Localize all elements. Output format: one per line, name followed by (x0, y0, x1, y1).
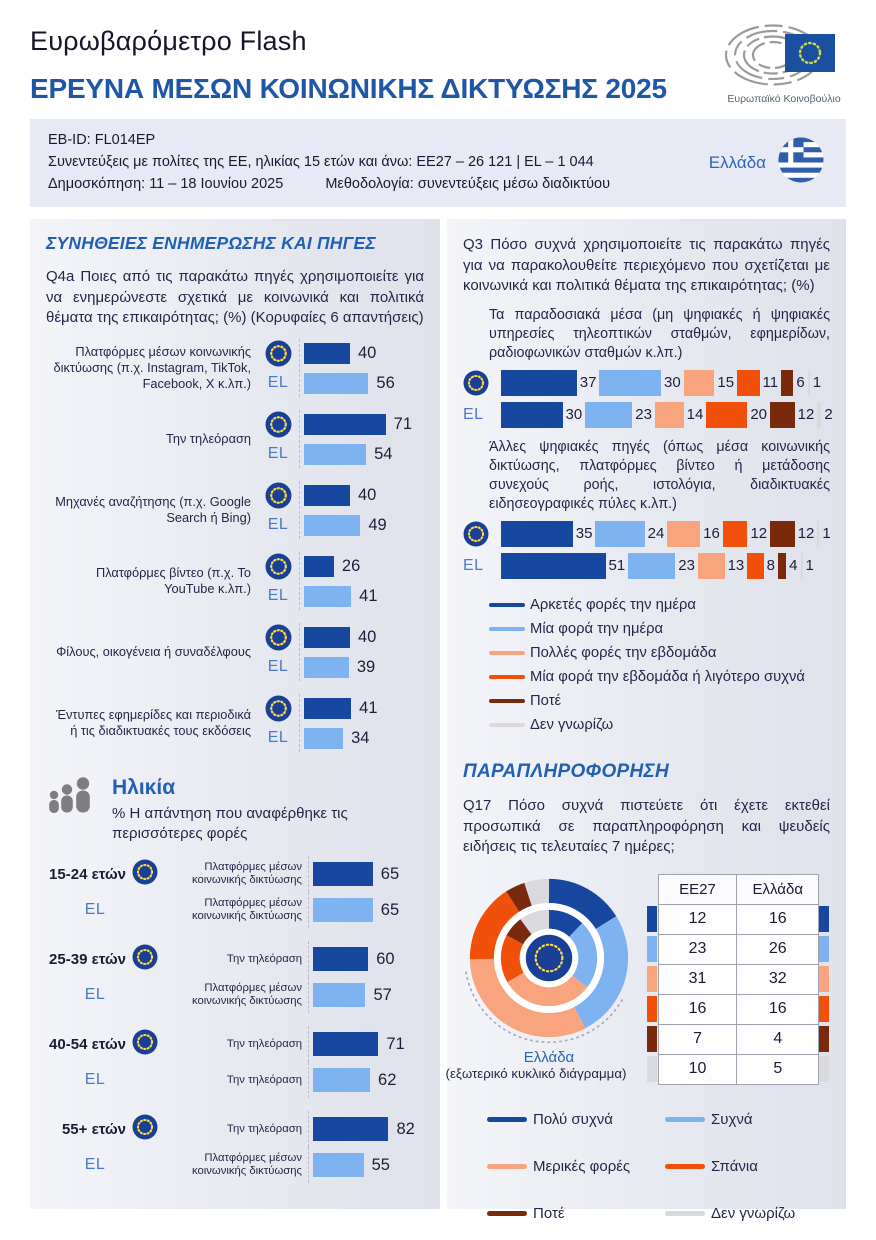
table-row (647, 1054, 830, 1084)
stack-segment (501, 553, 606, 579)
q4a-row-label: Πλατφόρμες βίντεο (π.χ. Το YouTube κ.λπ.) (95, 565, 251, 597)
q3-digital-stacked-chart (463, 520, 830, 579)
q4a-row (46, 408, 424, 470)
legend-color-swatch (487, 1117, 527, 1122)
age-section-subtitle: % Η απάντηση που αναφέρθηκε τις περισσότερες φορές (112, 805, 348, 842)
age-el-answer: Πλατφόρμες μέσων κοινωνικής δικτύωσης (191, 897, 302, 923)
row-color-chip-left (647, 936, 657, 962)
stack-value: 8 (766, 557, 775, 575)
eu-icon (132, 1029, 158, 1060)
legend-label: Πολλές φορές την εβδομάδα (530, 645, 717, 662)
age-eu-value: 65 (380, 864, 400, 883)
q17-chart-block (445, 872, 830, 1085)
eu-bar (304, 556, 334, 577)
donut-caption-note: (εξωτερικό κυκλικό διάγραμμα) (445, 1065, 627, 1081)
eu-value: 40 (358, 343, 377, 362)
age-el-bar (313, 1153, 364, 1177)
row-color-chip-left (647, 966, 657, 992)
el-label: EL (267, 516, 289, 534)
traditional-eu-row (463, 369, 830, 396)
table-row (647, 994, 830, 1024)
stack-value: 15 (717, 374, 735, 392)
el-label: EL (267, 729, 289, 747)
age-el-answer: Πλατφόρμες μέσων κοινωνικής δικτύωσης (191, 1152, 302, 1178)
section-title-disinformation: ΠΑΡΑΠΛΗΡΟΦΟΡΗΣΗ (463, 761, 670, 783)
eu-flag-emblem-icon (463, 521, 489, 547)
eu-cell: 10 (658, 1054, 737, 1084)
stack-segment (737, 370, 760, 396)
stack-value: 35 (575, 525, 593, 543)
q3-traditional-stacked-chart (463, 369, 833, 428)
q4a-row (46, 550, 424, 612)
eu-icon (132, 944, 158, 975)
row-color-chip-left (647, 1026, 657, 1052)
stack-segment (778, 553, 786, 579)
stack-segment (628, 553, 675, 579)
q4a-eu-bar-line (257, 339, 424, 367)
age-group-row (46, 856, 424, 928)
legend-label: Σπάνια (711, 1157, 758, 1175)
row-color-chip-right (819, 936, 829, 962)
age-eu-bar (313, 947, 368, 971)
q17-legend-item (665, 1205, 835, 1222)
row-label: EL (463, 405, 484, 423)
stack-segment (723, 521, 748, 547)
age-el-answer: Πλατφόρμες μέσων κοινωνικής δικτύωσης (191, 982, 302, 1008)
q17-double-donut-chart (463, 872, 635, 1044)
age-group-row (46, 1111, 424, 1183)
country-block (709, 137, 824, 188)
stack-segment (595, 521, 644, 547)
q4a-row-label: Πλατφόρμες μέσων κοινωνικής δικτύωσης (π.χ. Instagram, TikTok, Facebook, X κ.λπ.) (53, 344, 251, 392)
eu-icon (257, 695, 299, 722)
age-el-bar (313, 1068, 370, 1092)
eu-value: 26 (341, 556, 361, 575)
stack-value: 4 (789, 557, 798, 575)
eu-bar (304, 698, 351, 719)
stack-value: 1 (822, 525, 831, 543)
q17-legend-item (487, 1205, 665, 1222)
age-eu-answer: Την τηλεόραση (226, 1037, 302, 1050)
age-group-label: 25-39 ετών (49, 950, 126, 968)
survey-kicker: Ευρωβαρόμετρο Flash (30, 26, 307, 56)
table-header-el: Ελλάδα (737, 874, 819, 904)
legend-label: Δεν γνωρίζω (711, 1204, 796, 1222)
row-label (463, 521, 501, 547)
stack-segment (770, 521, 795, 547)
q4a-el-bar-line (257, 582, 424, 610)
age-eu-answer: Πλατφόρμες μέσων κοινωνικής δικτύωσης (191, 861, 302, 887)
el-value: 56 (376, 373, 395, 392)
q4a-el-bar-line (257, 653, 424, 681)
stack-value: 30 (565, 406, 583, 424)
age-section-title: Ηλικία (112, 776, 176, 800)
table-row (647, 904, 830, 934)
q4a-row-label: Μηχανές αναζήτησης (π.χ. Google Search ή Bing) (55, 494, 251, 526)
age-el-value: 65 (380, 900, 400, 919)
eu-cell: 31 (658, 964, 737, 994)
el-value: 34 (351, 728, 370, 747)
q4a-el-bar-line (257, 511, 424, 539)
q4a-el-bar-line (257, 440, 424, 468)
legend-color-swatch (665, 1164, 705, 1169)
q4a-row-label: Φίλους, οικογένεια ή συναδέλφους (56, 644, 251, 660)
stack-segment (599, 370, 661, 396)
q17-legend (487, 1111, 830, 1222)
legend-label: Συχνά (711, 1110, 753, 1128)
legend-label: Μερικές φορές (533, 1157, 631, 1175)
stack-segment (501, 402, 563, 428)
legend-label: Ποτέ (533, 1204, 565, 1222)
eu-flag-emblem-icon (265, 340, 292, 367)
q3-frequency-legend (489, 593, 830, 737)
european-parliament-logo-icon (721, 73, 847, 90)
row-color-chip-right (819, 966, 829, 992)
fieldwork-methodology (48, 174, 610, 196)
row-color-chip-right (819, 906, 829, 932)
stack-segment (585, 402, 632, 428)
right-panel (445, 219, 846, 1222)
eu-cell: 23 (658, 934, 737, 964)
age-eu-bar (313, 862, 373, 886)
q17-legend-item (665, 1158, 835, 1175)
legend-color-swatch (489, 627, 525, 631)
eu-bar (304, 485, 350, 506)
q4a-row (46, 337, 424, 399)
el-label: EL (267, 658, 289, 676)
el-label: EL (84, 986, 106, 1004)
stack-value: 24 (647, 525, 665, 543)
frequency-legend-item (489, 617, 830, 641)
eu-cell: 7 (658, 1024, 737, 1054)
legend-label: Αρκετές φορές την ημέρα (530, 597, 696, 614)
q4a-question: Q4a Ποιες από τις παρακάτω πηγές χρησιμοποιείτε για να ενημερώνεστε σχετικά με κοινωνικά και πολιτικά θέματα της επικαιρότητας; (%) (Κορυφαίες 6 απαντήσεις) (46, 268, 424, 327)
q4a-el-bar-line (257, 369, 424, 397)
stack-value: 20 (750, 406, 768, 424)
el-label: EL (84, 1071, 106, 1089)
legend-label: Ποτέ (530, 693, 562, 710)
age-el-bar (313, 898, 373, 922)
el-cell: 32 (737, 964, 819, 994)
stack-segment (781, 370, 793, 396)
el-label: EL (84, 901, 106, 919)
el-bar (304, 728, 343, 749)
donut-caption-country: Ελλάδα (523, 1048, 575, 1066)
row-color-chip-right (819, 1056, 829, 1082)
age-bar-chart (46, 856, 424, 1183)
legend-color-swatch (489, 675, 525, 679)
age-group-label: 40-54 ετών (49, 1035, 126, 1053)
stack-value: 11 (762, 374, 779, 392)
table-row (647, 934, 830, 964)
stack-segment (684, 370, 715, 396)
frequency-legend-item (489, 641, 830, 665)
legend-label: Μία φορά την ημέρα (530, 621, 664, 638)
eu-flag-emblem-icon (265, 482, 292, 509)
survey-info-lines (48, 130, 610, 195)
eu-value: 41 (359, 698, 378, 717)
frequency-legend-item (489, 665, 830, 689)
eu-cell: 16 (658, 994, 737, 1024)
age-group-row (46, 941, 424, 1013)
age-eu-answer: Την τηλεόραση (226, 1122, 302, 1135)
stack-segment (770, 402, 795, 428)
q4a-row-label: Έντυπες εφημερίδες και περιοδικά ή τις διαδικτυακές τους εκδόσεις (55, 707, 251, 739)
age-group-label: 55+ ετών (61, 1120, 126, 1138)
q4a-eu-bar-line (257, 694, 424, 722)
table-header-row (647, 874, 830, 904)
eu-value: 40 (358, 485, 377, 504)
legend-color-swatch (489, 723, 525, 727)
stack-segment (706, 402, 747, 428)
el-value: 41 (359, 586, 378, 605)
traditional-el-row (463, 401, 833, 428)
eu-flag-emblem-icon (132, 859, 158, 885)
header (0, 0, 876, 105)
eu-flag-emblem-icon (265, 411, 292, 438)
age-eu-value: 60 (376, 949, 395, 968)
stack-value: 23 (678, 557, 695, 575)
age-el-bar (313, 983, 365, 1007)
eu-flag-emblem-icon (132, 1114, 158, 1140)
el-cell: 16 (737, 994, 819, 1024)
q4a-bar-chart (46, 337, 424, 754)
eu-icon (257, 482, 299, 509)
eu-bar (304, 414, 386, 435)
row-label: EL (463, 556, 484, 574)
q17-values-table (647, 874, 830, 1085)
q4a-row (46, 479, 424, 541)
age-section-header (46, 776, 424, 843)
q3-question: Q3 Πόσο συχνά χρησιμοποιείτε τις παρακάτω πηγές για να παρακολουθείτε περιεχόμενο που σχετίζεται με κοινωνικά και πολιτικά θέματα της επικαιρότητας; (%) (463, 236, 830, 295)
legend-color-swatch (665, 1211, 705, 1216)
q4a-row-label: Την τηλεόραση (165, 431, 251, 447)
q17-question: Q17 Πόσο συχνά πιστεύετε ότι έχετε εκτεθεί προσωπικά σε παραπληροφόρηση και ψευδείς ειδήσεις τις τελευταίες 7 ημέρες; (463, 797, 830, 856)
q4a-row (46, 621, 424, 683)
digital-eu-row (463, 520, 830, 547)
eu-icon (257, 411, 299, 438)
left-panel (30, 219, 440, 1209)
el-bar (304, 515, 360, 536)
q4a-eu-bar-line (257, 410, 424, 438)
sample-info: Συνεντεύξεις με πολίτες της ΕΕ, ηλικίας 15 ετών και άνω: ΕΕ27 – 26 121 | EL – 1 044 (48, 153, 594, 170)
methodology: Μεθοδολογία: συνεντεύξεις μέσω διαδικτύου (325, 175, 611, 192)
row-color-chip-left (647, 996, 657, 1022)
el-label: EL (84, 1156, 106, 1174)
age-people-icon (46, 776, 104, 823)
el-value: 54 (374, 444, 393, 463)
el-bar (304, 373, 368, 394)
q4a-eu-bar-line (257, 623, 424, 651)
q4a-eu-bar-line (257, 552, 424, 580)
el-cell: 16 (737, 904, 819, 934)
stack-segment (501, 370, 577, 396)
age-el-value: 62 (378, 1070, 397, 1089)
stack-value: 2 (824, 406, 833, 424)
eu-flag-emblem-icon (265, 695, 292, 722)
eu-flag-emblem-icon (132, 944, 158, 970)
age-eu-value: 82 (396, 1119, 415, 1138)
stack-value: 6 (796, 374, 805, 392)
el-cell: 4 (737, 1024, 819, 1054)
ep-logo-block (718, 20, 850, 105)
row-color-chip-right (819, 996, 829, 1022)
eu-cell: 12 (658, 904, 737, 934)
section-title-news-habits: ΣΥΝΗΘΕΙΕΣ ΕΝΗΜΕΡΩΣΗΣ ΚΑΙ ΠΗΓΕΣ (46, 233, 376, 254)
row-label (463, 370, 501, 396)
stack-value: 16 (703, 525, 720, 543)
stack-value: 14 (686, 406, 704, 424)
frequency-legend-item (489, 713, 830, 737)
traditional-media-label: Τα παραδοσιακά μέσα (μη ψηφιακές ή ψηφιακές υπηρεσίες τηλεοπτικών σταθμών, εφημερίδων, ραδιοφωνικών σταθμών κ.λπ.) (489, 307, 830, 362)
stack-value: 13 (727, 557, 745, 575)
legend-color-swatch (489, 651, 525, 655)
age-el-answer: Την τηλεόραση (226, 1073, 302, 1086)
table-header-eu: ΕΕ27 (658, 874, 737, 904)
stack-segment (501, 521, 573, 547)
stack-segment (817, 521, 819, 547)
stack-value: 12 (797, 406, 815, 424)
age-el-value: 57 (373, 985, 392, 1004)
legend-color-swatch (665, 1117, 705, 1122)
q17-donut-wrap (445, 872, 635, 1081)
row-color-chip-right (819, 1026, 829, 1052)
stack-value: 1 (812, 374, 822, 392)
legend-label: Δεν γνωρίζω (530, 717, 614, 734)
stack-segment (808, 370, 810, 396)
eu-bar (304, 627, 350, 648)
stack-segment (817, 402, 821, 428)
frequency-legend-item (489, 593, 830, 617)
eb-id: EB-ID: FL014EP (48, 132, 156, 148)
eu-icon (132, 859, 158, 890)
legend-label: Μία φορά την εβδομάδα ή λιγότερο συχνά (530, 669, 805, 686)
q4a-row (46, 692, 424, 754)
stack-value: 12 (750, 525, 768, 543)
el-value: 49 (368, 515, 387, 534)
eu-icon (132, 1114, 158, 1145)
age-eu-bar (313, 1032, 378, 1056)
content-columns (30, 219, 846, 1222)
stack-value: 23 (635, 406, 652, 424)
q17-legend-item (487, 1111, 665, 1128)
fieldwork-dates: Δημοσκόπηση: 11 – 18 Ιουνίου 2025 (48, 175, 284, 192)
el-label: EL (267, 374, 289, 392)
age-el-value: 55 (371, 1155, 390, 1174)
legend-color-swatch (489, 699, 525, 703)
el-bar (304, 657, 349, 678)
greece-flag-icon (778, 137, 824, 188)
stack-segment (801, 553, 803, 579)
stack-value: 12 (797, 525, 815, 543)
age-group-label: 15-24 ετών (49, 865, 126, 883)
el-bar (304, 586, 351, 607)
el-value: 39 (356, 657, 376, 676)
legend-color-swatch (487, 1164, 527, 1169)
stack-segment (747, 553, 763, 579)
eu-icon (257, 624, 299, 651)
el-cell: 26 (737, 934, 819, 964)
q4a-el-bar-line (257, 724, 424, 752)
page-title: ΕΡΕΥΝΑ ΜΕΣΩΝ ΚΟΙΝΩΝΙΚΗΣ ΔΙΚΤΥΩΣΗΣ 2025 (30, 73, 667, 104)
eu-flag-emblem-icon (265, 553, 292, 580)
el-bar (304, 444, 366, 465)
eu-flag-emblem-icon (463, 370, 489, 396)
stack-value: 1 (805, 557, 814, 575)
el-label: EL (267, 445, 289, 463)
legend-label: Πολύ συχνά (533, 1110, 613, 1128)
stack-value: 51 (608, 557, 626, 575)
stack-value: 30 (663, 374, 681, 392)
country-name: Ελλάδα (708, 152, 766, 172)
age-eu-value: 71 (386, 1034, 405, 1053)
age-group-row (46, 1026, 424, 1098)
age-eu-answer: Την τηλεόραση (226, 952, 302, 965)
el-label: EL (267, 587, 289, 605)
table-row (647, 964, 830, 994)
table-row (647, 1024, 830, 1054)
eu-value: 40 (358, 627, 377, 646)
eu-flag-emblem-icon (132, 1029, 158, 1055)
stack-segment (667, 521, 700, 547)
eu-icon (257, 553, 299, 580)
q4a-eu-bar-line (257, 481, 424, 509)
digital-el-row (463, 552, 830, 579)
eu-flag-emblem-icon (265, 624, 292, 651)
stack-segment (698, 553, 725, 579)
frequency-legend-item (489, 689, 830, 713)
legend-color-swatch (489, 603, 525, 607)
eu-icon (257, 340, 299, 367)
q17-legend-item (487, 1158, 665, 1175)
stack-value: 37 (579, 374, 597, 392)
digital-sources-label: Άλλες ψηφιακές πηγές (όπως μέσα κοινωνικής δικτύωσης, πλατφόρμες βίντεο ή μετάδοσης συνεχούς ροής, ιστολόγια, διαδικτυακές ειδησεογραφικές πύλες κ.λπ.) (489, 439, 830, 513)
legend-color-swatch (487, 1211, 527, 1216)
el-cell: 5 (737, 1054, 819, 1084)
eu-bar (304, 343, 350, 364)
stack-segment (655, 402, 684, 428)
survey-info-box (30, 119, 846, 207)
row-color-chip-left (647, 906, 657, 932)
ep-logo-caption: Ευρωπαϊκό Κοινοβούλιο (727, 93, 841, 105)
age-eu-bar (313, 1117, 388, 1141)
eu-value: 71 (393, 414, 412, 433)
row-color-chip-left (647, 1056, 657, 1082)
q17-legend-item (665, 1111, 835, 1128)
